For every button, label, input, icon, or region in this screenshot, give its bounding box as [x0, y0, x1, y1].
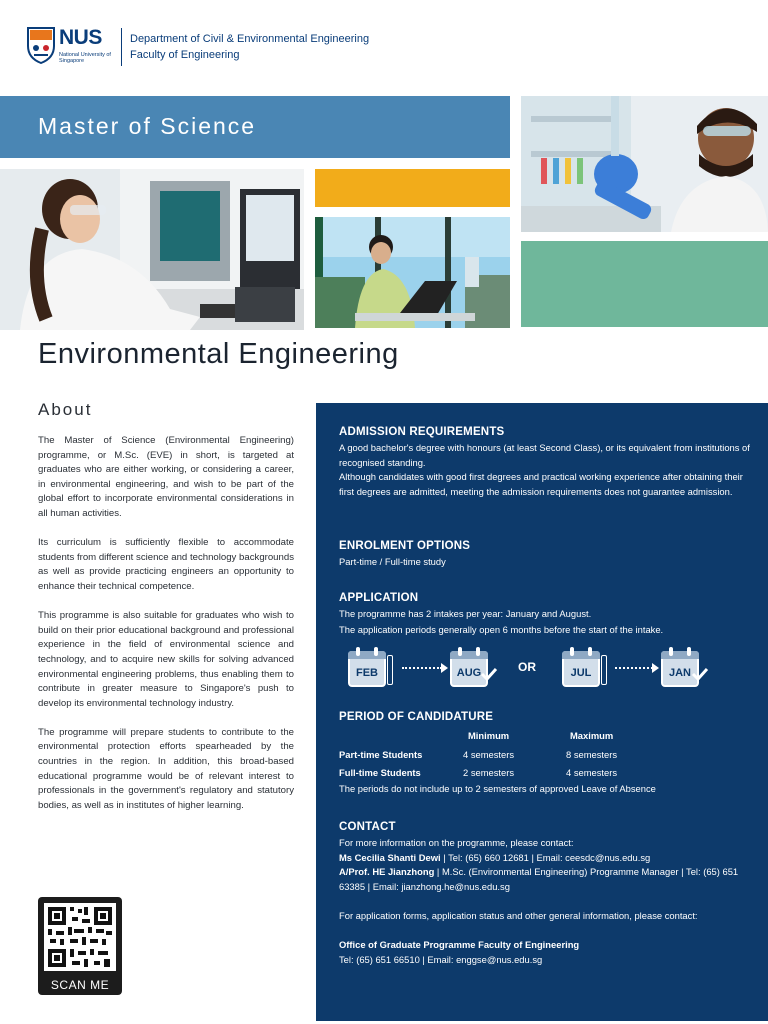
application-text-1: The programme has 2 intakes per year: January and August. [339, 608, 592, 619]
calendar-jul-icon [562, 645, 612, 689]
header-divider [121, 28, 122, 66]
qr-code-icon [44, 903, 116, 971]
contact-intro: For more information on the programme, please contact: [339, 837, 574, 848]
contact-heading: CONTACT [339, 821, 396, 833]
col-minimum: Minimum [468, 730, 510, 741]
student-laptop-photo [315, 217, 510, 328]
contact-office [339, 938, 751, 953]
qr-code-card[interactable] [38, 897, 122, 995]
calendar-month-label: FEB [356, 667, 378, 679]
contact-person-2-details: | M.Sc. (Environmental Engineering) Programme Manager | Tel: (65) 651 63385 | Email: jianzhong.he@nus.edu.sg [339, 866, 739, 892]
logo-subtext: National University of Singapore [59, 52, 111, 64]
or-label: OR [518, 660, 536, 674]
department-block [130, 31, 369, 63]
about-paragraph: Its curriculum is sufficiently flexible to accommodate students from different science and technology backgrounds as well as provide practicing engineers an opportunity to enhance their technical competence. [38, 537, 294, 592]
admission-text-1: A good bachelor's degree with honours (at least Second Class), or its equivalent from institutions of recognised standing. [339, 442, 750, 468]
title-banner [0, 96, 510, 158]
row-label: Part-time Students [339, 749, 423, 760]
dotted-arrow [402, 667, 442, 671]
nus-crest-icon [26, 26, 56, 64]
arrow-head-icon [652, 663, 659, 673]
contact-office-name: Office of Graduate Programme Faculty of Engineering [339, 939, 580, 950]
about-paragraph: The programme will prepare students to contribute to the environmental protection efforts spearheaded by the countries in the region. In addition, this broad-based educational programme would be of relevant interest to professionals in the government's regulatory and statutory bodies, as well as in institutes of higher learning. [38, 726, 294, 811]
dotted-arrow [615, 667, 653, 671]
enrolment-heading: ENROLMENT OPTIONS [339, 540, 471, 552]
application-heading: APPLICATION [339, 592, 419, 604]
lab-scientist-photo [521, 96, 768, 232]
info-panel [316, 403, 768, 1021]
contact-person-1 [339, 851, 751, 866]
enrolment-text: Part-time / Full-time study [339, 556, 446, 567]
arrow-head-icon [441, 663, 448, 673]
row-min: 4 semesters [463, 749, 515, 760]
logo-wordmark: NUS [59, 26, 102, 49]
green-accent-block [521, 241, 768, 327]
orange-accent-block [315, 169, 510, 207]
about-paragraph: This programme is also suitable for graduates who wish to build on their prior educational background and professional experience in the field of environmental science and technology, and to acquire new skills for solving advanced environmental engineering problems, thus enabling them to contribute in greater measure to Singapore's push to develop its environmental technology industry. [38, 610, 294, 709]
contact-person-1-name: Ms Cecilia Shanti Dewi [339, 852, 441, 863]
contact-person-2-name: A/Prof. HE Jianzhong [339, 866, 435, 877]
pen-icon [601, 655, 607, 685]
contact-office-details: Tel: (65) 651 66510 | Email: enggse@nus.edu.sg [339, 954, 543, 965]
row-max: 4 semesters [566, 767, 618, 778]
contact-person-1-details: | Tel: (65) 660 12681 | Email: ceesdc@nus.edu.sg [440, 852, 651, 863]
calendar-month-label: JUL [570, 667, 592, 679]
calendar-month-label: AUG [456, 667, 482, 679]
contact-intro-2: For application forms, application status and other general information, please contact: [339, 910, 698, 921]
calendar-aug-icon [450, 645, 500, 689]
calendar-feb-icon [348, 645, 398, 689]
about-body [38, 434, 294, 828]
row-max: 8 semesters [566, 749, 618, 760]
nus-logo [26, 26, 116, 66]
faculty-name: Faculty of Engineering [130, 49, 240, 61]
calendar-month-label: JAN [668, 667, 691, 679]
row-min: 2 semesters [463, 767, 515, 778]
application-text-2: The application periods generally open 6 months before the start of the intake. [339, 624, 664, 635]
department-name: Department of Civil & Environmental Engineering [130, 33, 370, 45]
about-heading: About [38, 400, 93, 419]
admission-text-2: Although candidates with good first degrees and practical working experience after obtaining their first degrees are admitted, meeting the admission requirements does not guarantee admission. [339, 471, 743, 497]
checkmark-icon [691, 667, 709, 681]
col-maximum: Maximum [570, 730, 614, 741]
pen-icon [387, 655, 393, 685]
about-paragraph: The Master of Science (Environmental Engineering) programme, or M.Sc. (EVE) in short, is targeted at graduates who are either working, or considering a career, in environmental engineering, and wish to be part of the global effort to incorporate environmental considerations in all human activities. [38, 435, 294, 519]
row-label: Full-time Students [339, 767, 421, 778]
banner-title: Master of Science [38, 113, 257, 139]
contact-person-2 [339, 865, 751, 894]
qr-scan-label: SCAN ME [50, 978, 110, 992]
programme-title: Environmental Engineering [38, 338, 399, 370]
student-lab-computer-photo [0, 169, 304, 330]
checkmark-icon [480, 667, 498, 681]
calendar-jan-icon [661, 645, 711, 689]
candidature-note: The periods do not include up to 2 semesters of approved Leave of Absence [339, 783, 656, 794]
candidature-heading: PERIOD OF CANDIDATURE [339, 711, 494, 723]
admission-heading: ADMISSION REQUIREMENTS [339, 426, 505, 438]
